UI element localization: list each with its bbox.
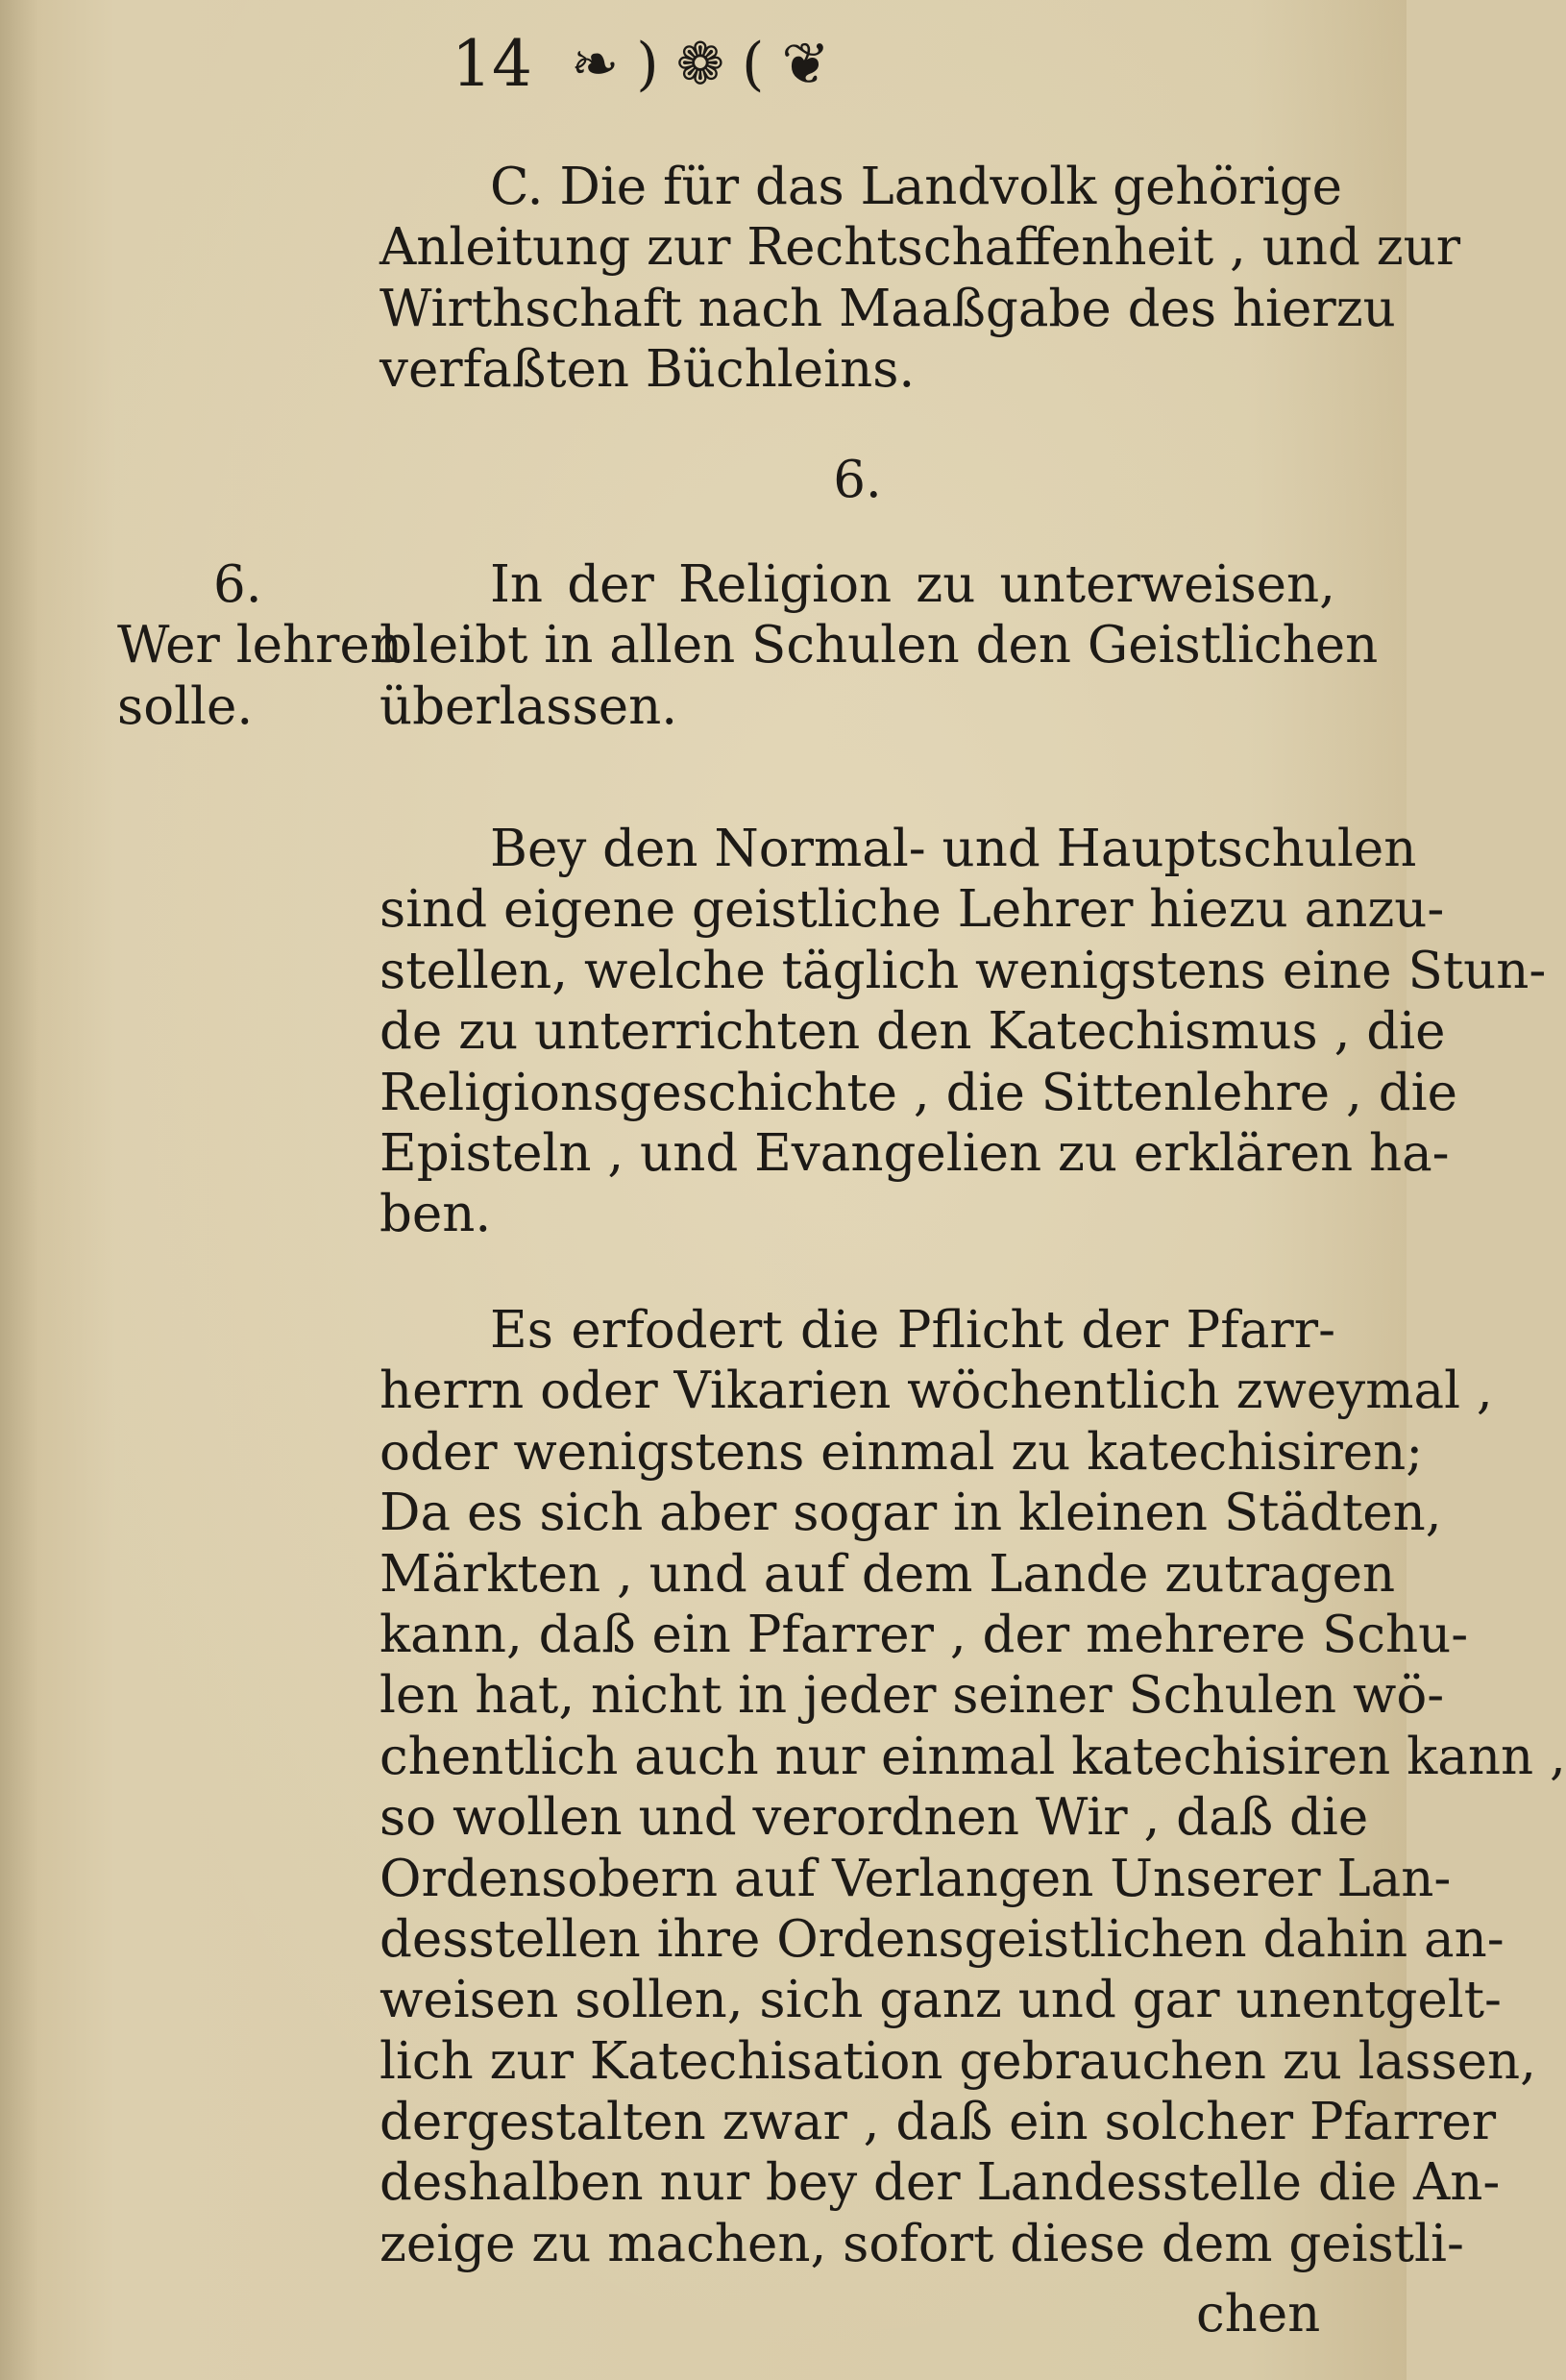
fleuron-right-icon: ❦ (781, 30, 830, 98)
text-line: bleibt in allen Schulen den Geistlichen (379, 616, 1379, 675)
paragraph-1 (379, 554, 1379, 737)
paragraph-3 (379, 1300, 1566, 2274)
section-number: 6. (833, 451, 882, 509)
catchword: chen (1196, 2285, 1321, 2343)
text-line: verfaßten Büchleins. (379, 340, 916, 400)
paren-right-glyph: ) (636, 30, 659, 98)
text-line: Märkten , und auf dem Lande zutragen (379, 1544, 1396, 1604)
paren-left-glyph: ( (741, 30, 765, 98)
paragraph-2 (379, 819, 1547, 1245)
text-line: herrn oder Vikarien wöchentlich zweymal , (379, 1362, 1493, 1421)
text-line: stellen, welche täglich wenigstens eine Stun- (379, 941, 1547, 1000)
text-line: Religionsgeschichte , die Sittenlehre , die (379, 1063, 1457, 1122)
text-line: ben. (379, 1185, 492, 1244)
text-line: kann, daß ein Pfarrer , der mehrere Schu- (379, 1605, 1469, 1664)
text-line: sind eigene geistliche Lehrer hiezu anzu- (379, 880, 1445, 940)
text-line: zeige zu machen, sofort diese dem geistli- (379, 2214, 1464, 2273)
text-line: Bey den Normal- und Hauptschulen (490, 820, 1417, 878)
text-line: so wollen und verordnen Wir , daß die (379, 1788, 1369, 1848)
header-ornament (571, 31, 830, 98)
margin-note-number: 6. (213, 555, 262, 614)
margin-note (117, 554, 403, 737)
section-heading (379, 450, 1335, 510)
page-header (452, 27, 830, 101)
text-line: len hat, nicht in jeder seiner Schulen wö- (379, 1666, 1445, 1726)
text-line: desstellen ihre Ordensgeistlichen dahin an- (379, 1909, 1505, 1969)
text-line: Es erfodert die Pflicht der Pfarr- (490, 1301, 1335, 1360)
text-line: überlassen. (379, 676, 678, 736)
text-line: Da es sich aber sogar in kleinen Städten, (379, 1484, 1442, 1543)
page-number: 14 (452, 27, 532, 101)
text-line: C. Die für das Landvolk gehörige (490, 158, 1343, 216)
text-line: Anleitung zur Rechtschaffenheit , und zur (379, 218, 1461, 278)
text-line: Ordensobern auf Verlangen Unserer Lan- (379, 1849, 1452, 1908)
text-line: deshalben nur bey der Landesstelle die An- (379, 2153, 1501, 2213)
margin-note-line: solle. (117, 676, 254, 736)
text-line: lich zur Katechisation gebrauchen zu lassen, (379, 2031, 1537, 2091)
text-line: Episteln , und Evangelien zu erklären ha- (379, 1123, 1450, 1183)
text-line: weisen sollen, sich ganz und gar unentgelt- (379, 1971, 1502, 2030)
fleuron-left-icon: ❧ (570, 30, 620, 98)
text-line: chentlich auch nur einmal katechisiren kann , (379, 1727, 1566, 1786)
text-line: dergestalten zwar , daß ein solcher Pfarrer (379, 2093, 1497, 2152)
rosette-icon: ❁ (675, 30, 724, 98)
margin-note-line: Wer lehren (117, 616, 403, 675)
text-line: oder wenigstens einmal zu katechisiren; (379, 1422, 1424, 1482)
text-line: In der Religion zu unterweisen, (490, 555, 1335, 614)
text-line: Wirthschaft nach Maaßgabe des hierzu (379, 279, 1396, 338)
paragraph-c (379, 157, 1461, 401)
text-line: de zu unterrichten den Katechismus , die (379, 1002, 1446, 1062)
